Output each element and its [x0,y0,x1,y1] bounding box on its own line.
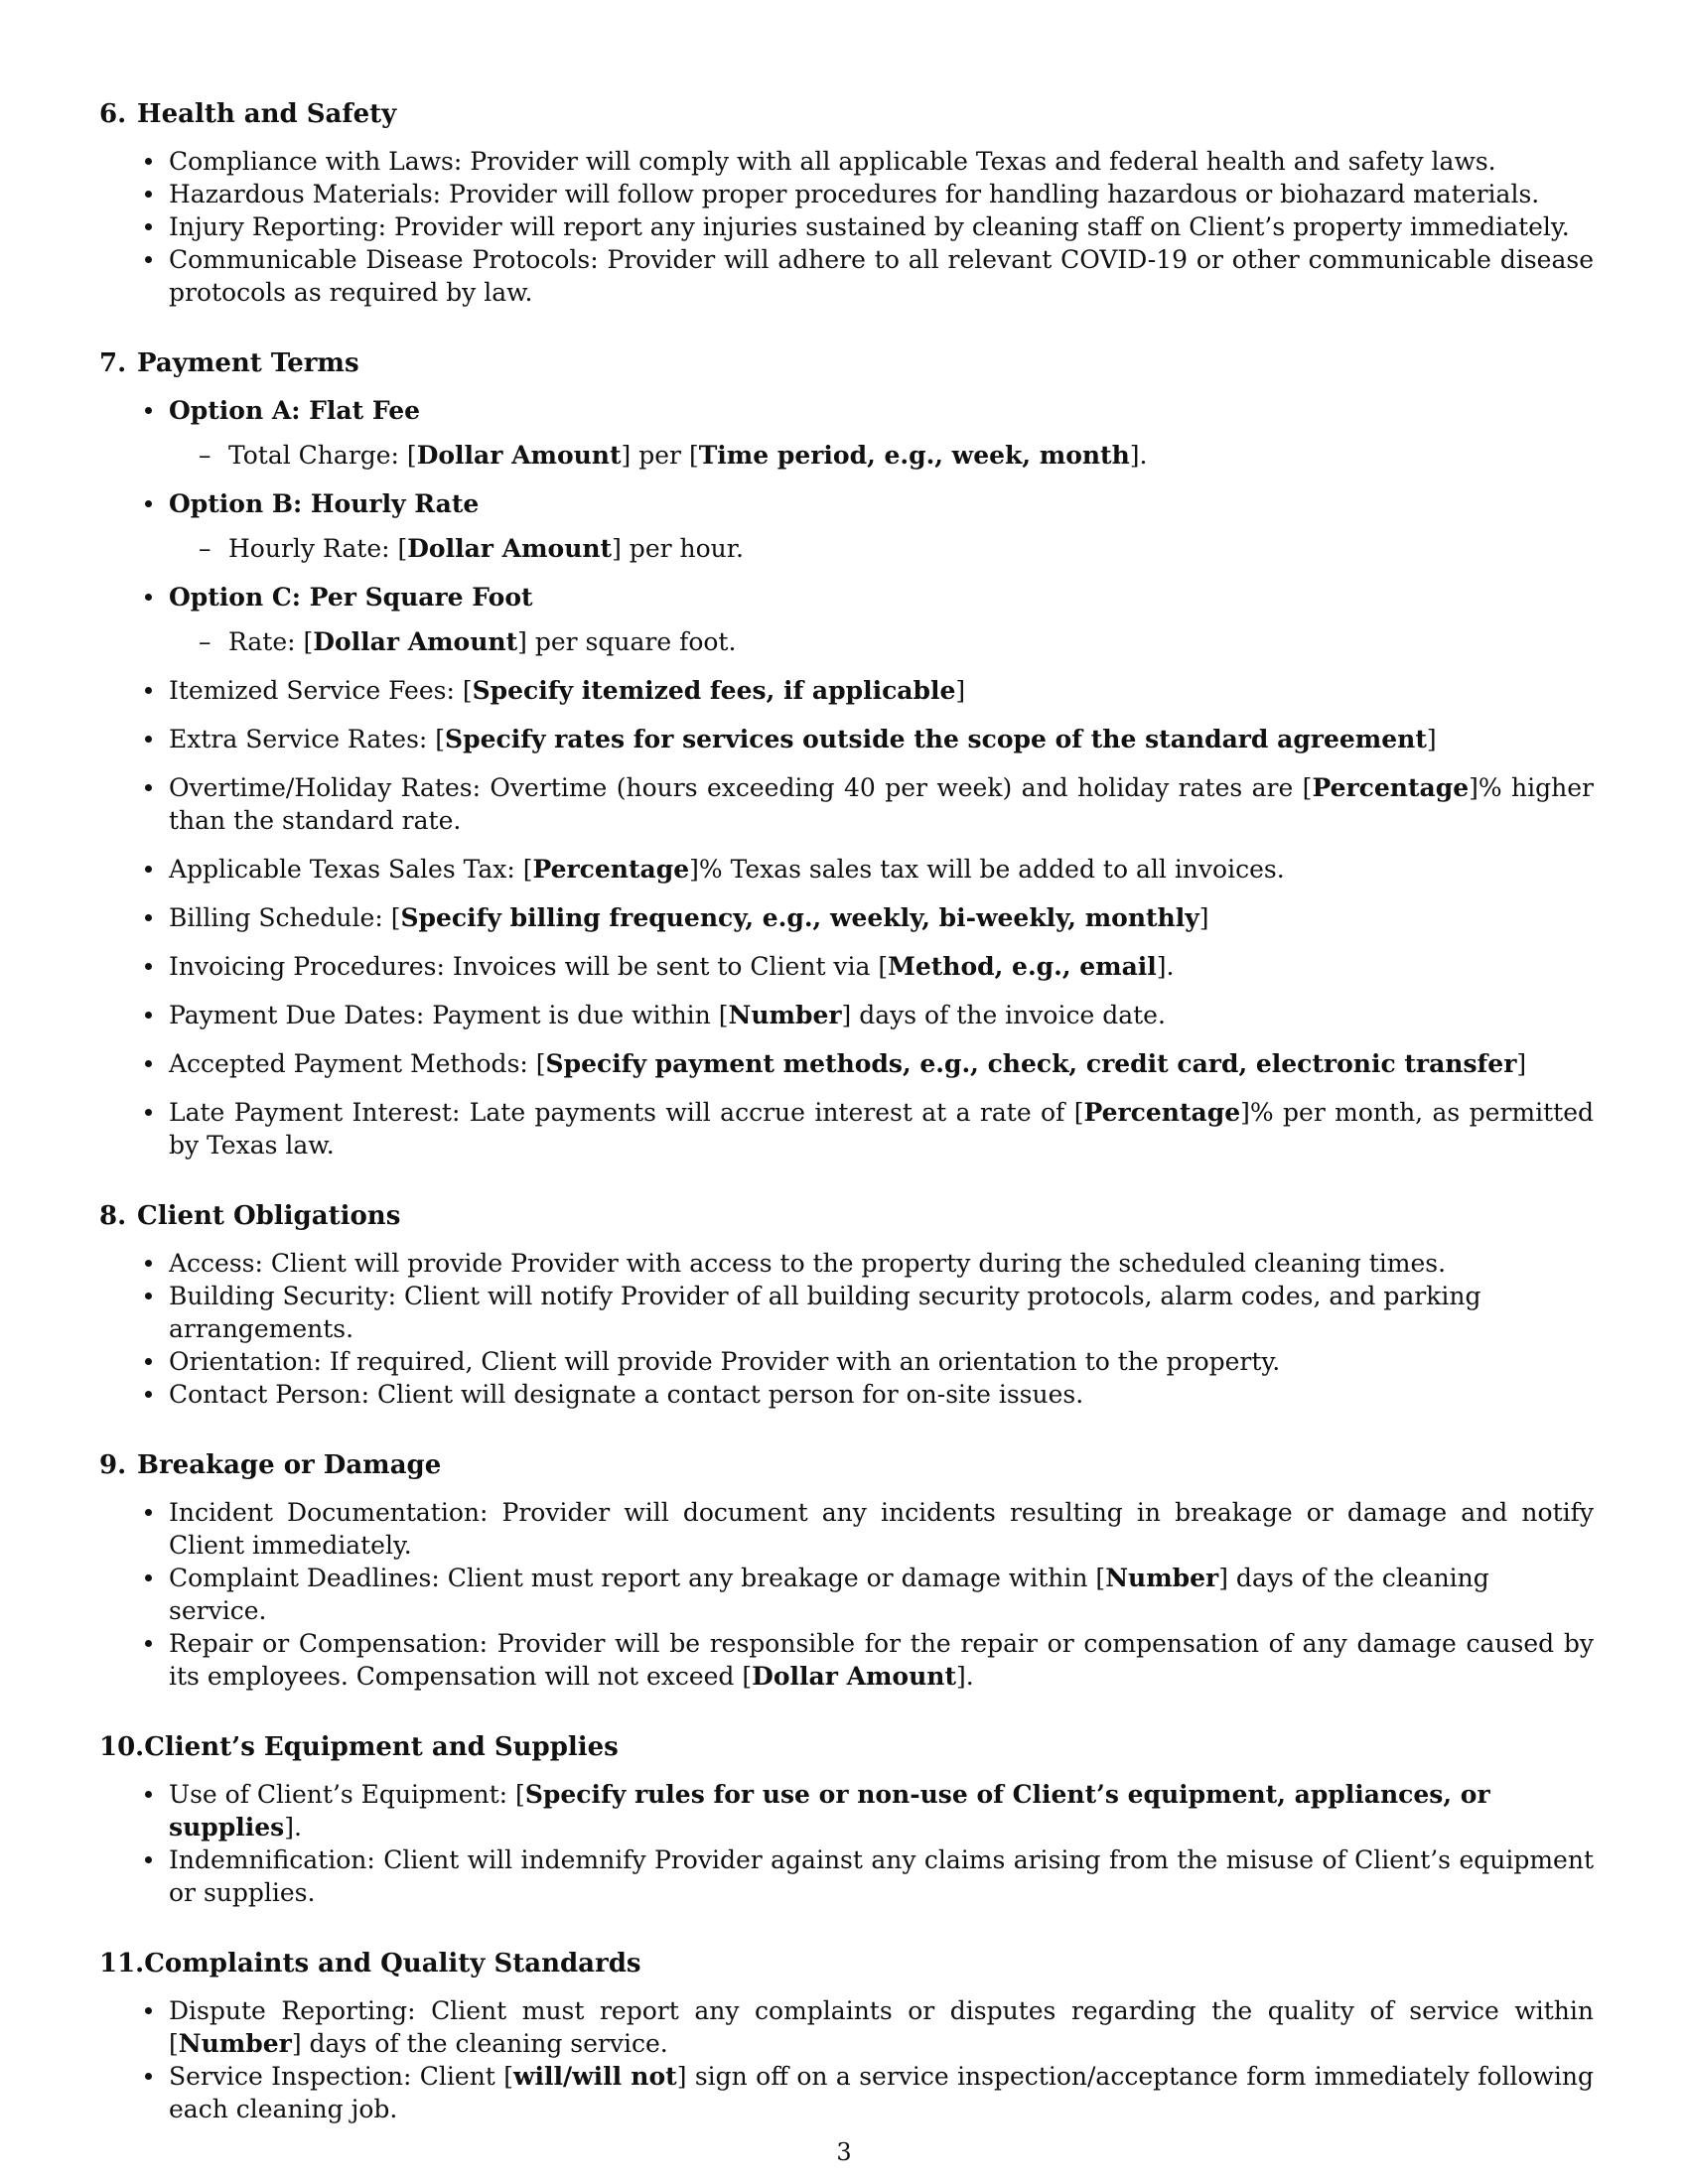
list-item [169,2060,1594,2125]
text: Applicable Texas Sales Tax: [ [169,855,533,884]
text: Extra Service Rates: [ [169,725,446,753]
text: Itemized Service Fees: [ [169,676,473,705]
list-item [169,487,1594,565]
list-item: Incident Documentation: Provider will document any incidents resulting in breakage or damage and notify Client immediately. [169,1498,1594,1560]
text: ]. [284,1813,302,1842]
text: ] days of the invoice date. [841,1001,1166,1029]
text: Hourly Rate: [ [228,534,408,563]
text: ]% [689,855,723,884]
text: ] days of the cleaning service. [291,2029,668,2058]
text: Total Charge: [ [228,441,417,470]
sub-list [169,532,1594,565]
placeholder-field: Number [728,1001,842,1029]
text: Repair or Compensation: Provider will be responsible for the repair or compensation of any damage caused by its employees. Compensation will not exceed [ [169,1629,1594,1691]
placeholder-field: Method, e.g., email [888,952,1157,981]
section-payment-terms [99,346,1594,1161]
sub-list [169,439,1594,472]
section-number: 8. [99,1201,127,1231]
placeholder-field: Specify billing frequency, e.g., weekly, bi-weekly, monthly [400,903,1199,932]
text: ] [1516,1049,1527,1078]
text: ]% [1240,1098,1274,1127]
bullet-list [99,394,1594,1161]
section-number: 10. [99,1732,145,1762]
bullet-list [99,145,1594,309]
placeholder-field: Number [1105,1564,1219,1592]
section-heading [99,1730,1594,1764]
list-item [169,1778,1594,1843]
list-item [169,674,1594,707]
section-number: 9. [99,1450,127,1480]
text: ]. [956,1662,974,1691]
list-item: Hazardous Materials: Provider will follow proper procedures for handling hazardous or biohazard materials. [169,178,1594,210]
option-title: Option B: Hourly Rate [169,489,480,518]
list-item: Access: Client will provide Provider with access to the property during the scheduled cleaning times. [169,1247,1594,1280]
section-title: Client’s Equipment and Supplies [144,1732,619,1762]
list-item [169,1994,1594,2060]
list-item: Building Security: Client will notify Provider of all building security protocols, alarm codes, and parking arrangements. [169,1280,1594,1345]
text: Dispute Reporting: Client must report any complaints or disputes regarding the quality of service within [ [169,1996,1594,2058]
section-client-equipment [99,1730,1594,1909]
text: ] per hour. [612,534,744,563]
section-complaints-quality [99,1947,1594,2125]
placeholder-field: Dollar Amount [416,441,622,470]
list-item: Compliance with Laws: Provider will comply with all applicable Texas and federal health and safety laws. [169,145,1594,178]
text: per month, as permitted by Texas law. [169,1098,1594,1160]
placeholder-field: Number [178,2029,292,2058]
list-item: Indemnification: Client will indemnify Provider against any claims arising from the misuse of Client’s equipment or supplies. [169,1845,1594,1907]
section-number: 7. [99,348,127,378]
bullet-list [99,1496,1594,1693]
page-number: 3 [836,2138,852,2166]
list-item [169,1096,1594,1161]
placeholder-field: Percentage [532,855,690,884]
text: Accepted Payment Methods: [ [169,1049,546,1078]
text: Service Inspection: Client [ [169,2062,513,2091]
bullet-list [99,1994,1594,2125]
text: ] per square foot. [517,627,737,656]
list-item: Orientation: If required, Client will provide Provider with an orientation to the property. [169,1345,1594,1378]
section-client-obligations [99,1199,1594,1411]
section-heading [99,1947,1594,1980]
list-item [169,771,1594,837]
list-item [169,581,1594,658]
list-item [169,1627,1594,1693]
text: Billing Schedule: [ [169,903,401,932]
sub-list-item [228,532,1594,565]
section-heading [99,97,1594,131]
section-health-safety [99,97,1594,309]
list-item [169,950,1594,983]
list-item: Contact Person: Client will designate a contact person for on-site issues. [169,1378,1594,1411]
section-heading [99,1199,1594,1233]
placeholder-field: Dollar Amount [752,1662,956,1691]
text: ] days of the cleaning service. [169,1564,1489,1625]
bullet-list [99,1778,1594,1909]
sub-list-item [228,439,1594,472]
list-item [169,1562,1594,1627]
text: Texas sales tax will be added to all invoices. [722,855,1285,884]
text: Complaint Deadlines: Client must report any breakage or damage within [ [169,1564,1106,1592]
sub-list-item [228,625,1594,658]
text: Rate: [ [228,627,314,656]
list-item [169,723,1594,755]
text: Overtime/Holiday Rates: Overtime (hours exceeding 40 per week) and holiday rates are [ [169,773,1313,802]
placeholder-field: Time period, e.g., week, month [698,441,1130,470]
section-title: Breakage or Damage [137,1450,442,1480]
text: ] sign off on a service inspection/acceptance form immediately following each cleaning job. [169,2062,1594,2123]
list-item [169,999,1594,1031]
list-item [169,853,1594,886]
text: ] [1426,725,1437,753]
text: ]% [1469,773,1502,802]
list-item [169,901,1594,934]
bullet-list [99,1247,1594,1411]
placeholder-field: Dollar Amount [407,534,613,563]
section-number: 6. [99,99,127,129]
section-heading [99,1448,1594,1482]
text: Late Payment Interest: Late payments will accrue interest at a rate of [ [169,1098,1084,1127]
placeholder-field: Specify rules for use or non-use of Client’s equipment, appliances, or supplies [169,1780,1490,1842]
list-item: Communicable Disease Protocols: Provider will adhere to all relevant COVID-19 or other communicable disease protocols as required by law. [169,245,1594,307]
text: ]. [1129,441,1148,470]
section-number: 11. [99,1949,145,1979]
sub-list [169,625,1594,658]
text: Payment Due Dates: Payment is due within [ [169,1001,729,1029]
placeholder-field: Specify itemized fees, if applicable [472,676,956,705]
list-item [169,394,1594,472]
text: ]. [1156,952,1175,981]
placeholder-field: will/will not [513,2062,677,2091]
placeholder-field: Specify payment methods, e.g., check, credit card, electronic transfer [545,1049,1517,1078]
placeholder-field: Percentage [1083,1098,1241,1127]
option-title: Option C: Per Square Foot [169,583,533,612]
section-breakage-damage [99,1448,1594,1693]
list-item [169,1047,1594,1080]
text: Use of Client’s Equipment: [ [169,1780,525,1809]
section-title: Health and Safety [137,99,397,129]
placeholder-field: Dollar Amount [313,627,518,656]
section-title: Payment Terms [137,348,359,378]
section-title: Client Obligations [137,1201,401,1231]
section-heading [99,346,1594,380]
text: ] per [ [621,441,699,470]
text: ] [955,676,966,705]
text: higher than the standard rate. [169,773,1594,835]
placeholder-field: Specify rates for services outside the scope of the standard agreement [445,725,1427,753]
section-title: Complaints and Quality Standards [144,1949,641,1979]
list-item: Injury Reporting: Provider will report any injuries sustained by cleaning staff on Client’s property immediately. [169,210,1594,243]
text: ] [1198,903,1209,932]
option-title: Option A: Flat Fee [169,396,421,425]
page-content [99,97,1594,2163]
placeholder-field: Percentage [1312,773,1470,802]
text: Invoicing Procedures: Invoices will be sent to Client via [ [169,952,889,981]
